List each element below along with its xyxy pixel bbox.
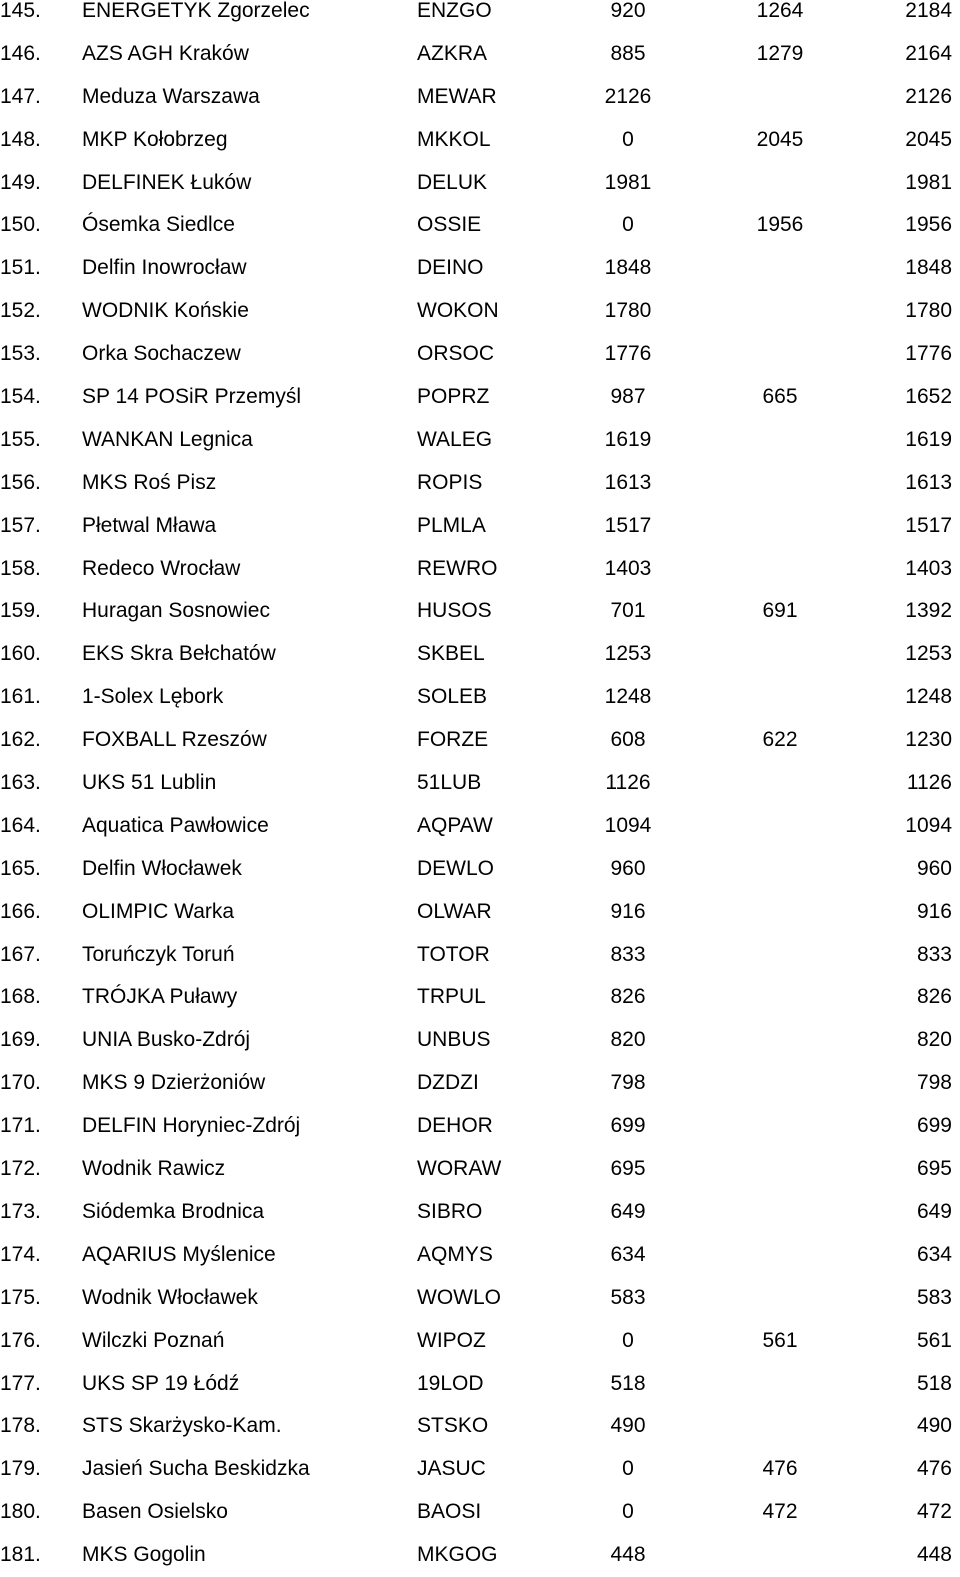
club-name-cell: Siódemka Brodnica	[82, 1199, 265, 1223]
club-code-cell: AQPAW	[417, 813, 493, 837]
rank-cell: 170.	[0, 1071, 41, 1095]
points-2-cell: 1279	[756, 41, 804, 65]
table-row	[0, 162, 960, 205]
table-row	[0, 1320, 960, 1363]
total-points-cell: 2164	[905, 41, 952, 65]
rank-cell: 168.	[0, 985, 41, 1009]
club-code-cell: OSSIE	[417, 213, 482, 237]
rank-cell: 156.	[0, 470, 41, 494]
points-1-cell: 1403	[604, 556, 652, 580]
rank-cell: 167.	[0, 942, 41, 966]
rank-cell: 145.	[0, 0, 41, 22]
total-points-cell: 472	[916, 1500, 952, 1524]
rank-cell: 166.	[0, 899, 41, 923]
rank-cell: 161.	[0, 685, 41, 709]
rank-cell: 163.	[0, 771, 41, 795]
club-code-cell: AQMYS	[417, 1242, 493, 1266]
club-code-cell: WORAW	[417, 1157, 502, 1181]
rank-cell: 173.	[0, 1199, 41, 1223]
total-points-cell: 1981	[905, 170, 952, 194]
total-points-cell: 649	[916, 1199, 952, 1223]
club-name-cell: ENERGETYK Zgorzelec	[82, 0, 310, 22]
points-1-cell: 1776	[604, 342, 652, 366]
table-row	[0, 676, 960, 719]
points-1-cell: 1253	[604, 642, 652, 666]
rank-cell: 164.	[0, 813, 41, 837]
rank-cell: 146.	[0, 41, 41, 65]
points-2-cell: 476	[762, 1457, 798, 1481]
club-code-cell: MKKOL	[417, 127, 491, 151]
points-1-cell: 826	[610, 985, 646, 1009]
club-name-cell: AZS AGH Kraków	[82, 41, 249, 65]
points-1-cell: 608	[610, 728, 646, 752]
club-code-cell: DEWLO	[417, 856, 495, 880]
points-1-cell: 0	[622, 1457, 634, 1481]
rank-cell: 175.	[0, 1285, 41, 1309]
total-points-cell: 1956	[905, 213, 952, 237]
points-1-cell: 1126	[605, 771, 651, 795]
table-row	[0, 247, 960, 290]
points-1-cell: 920	[610, 0, 646, 22]
table-row	[0, 762, 960, 805]
club-name-cell: TRÓJKA Puławy	[82, 985, 238, 1009]
total-points-cell: 826	[916, 985, 952, 1009]
rank-cell: 149.	[0, 170, 41, 194]
rank-cell: 178.	[0, 1414, 41, 1438]
points-1-cell: 518	[610, 1371, 646, 1395]
club-code-cell: OLWAR	[417, 899, 492, 923]
rank-cell: 179.	[0, 1457, 41, 1481]
club-code-cell: SKBEL	[417, 642, 485, 666]
points-1-cell: 916	[610, 899, 646, 923]
club-name-cell: Płetwal Mława	[82, 513, 217, 537]
points-1-cell: 820	[610, 1028, 646, 1052]
club-code-cell: JASUC	[417, 1457, 486, 1481]
points-1-cell: 701	[610, 599, 646, 623]
rank-cell: 150.	[0, 213, 41, 237]
total-points-cell: 2184	[905, 0, 952, 22]
table-row	[0, 376, 960, 419]
club-name-cell: MKS Roś Pisz	[82, 470, 217, 494]
table-row	[0, 1277, 960, 1320]
club-code-cell: 51LUB	[417, 771, 482, 795]
table-row	[0, 1148, 960, 1191]
points-1-cell: 0	[622, 213, 634, 237]
club-name-cell: Delfin Inowrocław	[82, 256, 247, 280]
table-row	[0, 1062, 960, 1105]
total-points-cell: 1848	[905, 256, 952, 280]
total-points-cell: 1652	[905, 385, 952, 409]
table-row	[0, 76, 960, 119]
club-code-cell: WALEG	[417, 427, 493, 451]
club-name-cell: Orka Sochaczew	[82, 342, 241, 366]
total-points-cell: 634	[916, 1242, 952, 1266]
total-points-cell: 1248	[905, 685, 952, 709]
total-points-cell: 916	[916, 899, 952, 923]
points-1-cell: 1780	[604, 299, 652, 323]
points-1-cell: 0	[622, 127, 634, 151]
total-points-cell: 1780	[905, 299, 952, 323]
rank-cell: 176.	[0, 1328, 41, 1352]
club-name-cell: Aquatica Pawłowice	[82, 813, 269, 837]
club-name-cell: Meduza Warszawa	[82, 84, 260, 108]
table-row	[0, 462, 960, 505]
table-row	[0, 1448, 960, 1491]
rank-cell: 147.	[0, 84, 41, 108]
club-code-cell: PLMLA	[417, 513, 486, 537]
rank-cell: 157.	[0, 513, 41, 537]
club-code-cell: DELUK	[417, 170, 488, 194]
club-code-cell: 19LOD	[417, 1371, 484, 1395]
club-name-cell: WANKAN Legnica	[82, 427, 253, 451]
total-points-cell: 699	[916, 1114, 952, 1138]
table-row	[0, 548, 960, 591]
points-1-cell: 634	[610, 1242, 646, 1266]
club-code-cell: DEHOR	[417, 1114, 493, 1138]
table-row	[0, 719, 960, 762]
points-1-cell: 695	[610, 1157, 646, 1181]
club-name-cell: Redeco Wrocław	[82, 556, 241, 580]
total-points-cell: 1613	[905, 470, 952, 494]
points-2-cell: 1264	[756, 0, 804, 22]
points-1-cell: 1094	[604, 813, 652, 837]
club-name-cell: Wodnik Włocławek	[82, 1285, 258, 1309]
points-1-cell: 885	[610, 41, 646, 65]
club-name-cell: Ósemka Siedlce	[82, 213, 235, 237]
club-code-cell: FORZE	[417, 728, 489, 752]
rank-cell: 172.	[0, 1157, 41, 1181]
club-name-cell: MKS Gogolin	[82, 1543, 206, 1567]
table-row	[0, 1234, 960, 1277]
total-points-cell: 583	[916, 1285, 952, 1309]
points-1-cell: 1619	[604, 427, 652, 451]
rank-cell: 181.	[0, 1543, 41, 1567]
table-row	[0, 0, 960, 33]
total-points-cell: 1094	[905, 813, 952, 837]
table-row	[0, 934, 960, 977]
rank-cell: 158.	[0, 556, 41, 580]
club-code-cell: DEINO	[417, 256, 484, 280]
total-points-cell: 2045	[905, 127, 952, 151]
total-points-cell: 833	[916, 942, 952, 966]
club-code-cell: UNBUS	[417, 1028, 491, 1052]
total-points-cell: 1230	[905, 728, 952, 752]
table-row	[0, 1019, 960, 1062]
points-2-cell: 472	[762, 1500, 798, 1524]
rank-cell: 171.	[0, 1114, 41, 1138]
rank-cell: 174.	[0, 1242, 41, 1266]
rank-cell: 160.	[0, 642, 41, 666]
points-2-cell: 1956	[756, 213, 804, 237]
total-points-cell: 1126	[906, 771, 952, 795]
club-name-cell: UNIA Busko-Zdrój	[82, 1028, 251, 1052]
club-code-cell: SIBRO	[417, 1199, 483, 1223]
total-points-cell: 490	[916, 1414, 952, 1438]
club-code-cell: POPRZ	[417, 385, 490, 409]
club-code-cell: WOKON	[417, 299, 499, 323]
points-1-cell: 798	[610, 1071, 646, 1095]
club-code-cell: DZDZI	[417, 1071, 479, 1095]
table-row	[0, 505, 960, 548]
rank-cell: 165.	[0, 856, 41, 880]
points-2-cell: 691	[762, 599, 798, 623]
rank-cell: 180.	[0, 1500, 41, 1524]
total-points-cell: 1619	[905, 427, 952, 451]
club-name-cell: FOXBALL Rzeszów	[82, 728, 267, 752]
total-points-cell: 1253	[905, 642, 952, 666]
club-name-cell: Delfin Włocławek	[82, 856, 242, 880]
points-1-cell: 1613	[604, 470, 652, 494]
club-code-cell: WOWLO	[417, 1285, 501, 1309]
table-row	[0, 848, 960, 891]
points-1-cell: 1248	[604, 685, 652, 709]
table-row	[0, 1405, 960, 1448]
club-name-cell: Wilczki Poznań	[82, 1328, 225, 1352]
club-name-cell: DELFINEK Łuków	[82, 170, 252, 194]
table-row	[0, 419, 960, 462]
club-code-cell: ORSOC	[417, 342, 495, 366]
total-points-cell: 1403	[905, 556, 952, 580]
points-1-cell: 1848	[604, 256, 652, 280]
club-code-cell: STSKO	[417, 1414, 489, 1438]
rank-cell: 152.	[0, 299, 41, 323]
rank-cell: 177.	[0, 1371, 41, 1395]
club-name-cell: 1-Solex Lębork	[82, 685, 224, 709]
points-1-cell: 649	[610, 1199, 646, 1223]
club-code-cell: TRPUL	[417, 985, 486, 1009]
points-2-cell: 561	[762, 1328, 798, 1352]
club-name-cell: STS Skarżysko-Kam.	[82, 1414, 282, 1438]
points-1-cell: 987	[610, 385, 646, 409]
points-1-cell: 0	[622, 1500, 634, 1524]
table-row	[0, 33, 960, 76]
club-name-cell: OLIMPIC Warka	[82, 899, 235, 923]
points-1-cell: 699	[610, 1114, 646, 1138]
table-row	[0, 1191, 960, 1234]
total-points-cell: 518	[916, 1371, 952, 1395]
club-name-cell: WODNIK Końskie	[82, 299, 249, 323]
table-row	[0, 1363, 960, 1406]
table-row	[0, 119, 960, 162]
total-points-cell: 1776	[905, 342, 952, 366]
points-2-cell: 665	[762, 385, 798, 409]
total-points-cell: 1517	[905, 513, 952, 537]
total-points-cell: 476	[916, 1457, 952, 1481]
rank-cell: 153.	[0, 342, 41, 366]
table-row	[0, 1534, 960, 1577]
club-code-cell: MKGOG	[417, 1543, 498, 1567]
table-row	[0, 333, 960, 376]
table-row	[0, 976, 960, 1019]
club-name-cell: AQARIUS Myślenice	[82, 1242, 276, 1266]
club-name-cell: MKS 9 Dzierżoniów	[82, 1071, 266, 1095]
club-code-cell: ENZGO	[417, 0, 492, 22]
club-name-cell: UKS 51 Lublin	[82, 771, 217, 795]
club-name-cell: Basen Osielsko	[82, 1500, 228, 1524]
club-name-cell: MKP Kołobrzeg	[82, 127, 228, 151]
table-row	[0, 1491, 960, 1534]
total-points-cell: 960	[916, 856, 952, 880]
points-1-cell: 2126	[604, 84, 652, 108]
club-name-cell: Wodnik Rawicz	[82, 1157, 226, 1181]
rank-cell: 169.	[0, 1028, 41, 1052]
table-row	[0, 633, 960, 676]
total-points-cell: 798	[916, 1071, 952, 1095]
club-code-cell: AZKRA	[417, 41, 488, 65]
club-code-cell: TOTOR	[417, 942, 490, 966]
club-code-cell: SOLEB	[417, 685, 488, 709]
rank-cell: 159.	[0, 599, 41, 623]
table-row	[0, 891, 960, 934]
points-1-cell: 583	[610, 1285, 646, 1309]
club-name-cell: Huragan Sosnowiec	[82, 599, 270, 623]
points-1-cell: 960	[610, 856, 646, 880]
club-name-cell: UKS SP 19 Łódź	[82, 1371, 240, 1395]
total-points-cell: 561	[916, 1328, 952, 1352]
table-row	[0, 590, 960, 633]
points-2-cell: 622	[762, 728, 798, 752]
table-row	[0, 1105, 960, 1148]
points-1-cell: 1517	[604, 513, 652, 537]
total-points-cell: 448	[916, 1543, 952, 1567]
total-points-cell: 820	[916, 1028, 952, 1052]
club-code-cell: HUSOS	[417, 599, 492, 623]
club-name-cell: DELFIN Horyniec-Zdrój	[82, 1114, 301, 1138]
club-code-cell: WIPOZ	[417, 1328, 486, 1352]
club-code-cell: REWRO	[417, 556, 498, 580]
table-row	[0, 805, 960, 848]
points-2-cell: 2045	[756, 127, 804, 151]
club-name-cell: Toruńczyk Toruń	[82, 942, 235, 966]
club-name-cell: EKS Skra Bełchatów	[82, 642, 276, 666]
points-1-cell: 1981	[604, 170, 652, 194]
rank-cell: 154.	[0, 385, 41, 409]
rank-cell: 155.	[0, 427, 41, 451]
total-points-cell: 2126	[905, 84, 952, 108]
points-1-cell: 448	[610, 1543, 646, 1567]
table-row	[0, 204, 960, 247]
total-points-cell: 695	[916, 1157, 952, 1181]
rank-cell: 162.	[0, 728, 41, 752]
total-points-cell: 1392	[905, 599, 952, 623]
club-name-cell: SP 14 POSiR Przemyśl	[82, 385, 302, 409]
club-code-cell: MEWAR	[417, 84, 497, 108]
points-1-cell: 833	[610, 942, 646, 966]
points-1-cell: 0	[622, 1328, 634, 1352]
club-name-cell: Jasień Sucha Beskidzka	[82, 1457, 310, 1481]
rank-cell: 148.	[0, 127, 41, 151]
rank-cell: 151.	[0, 256, 41, 280]
table-row	[0, 290, 960, 333]
club-code-cell: BAOSI	[417, 1500, 482, 1524]
club-code-cell: ROPIS	[417, 470, 483, 494]
points-1-cell: 490	[610, 1414, 646, 1438]
